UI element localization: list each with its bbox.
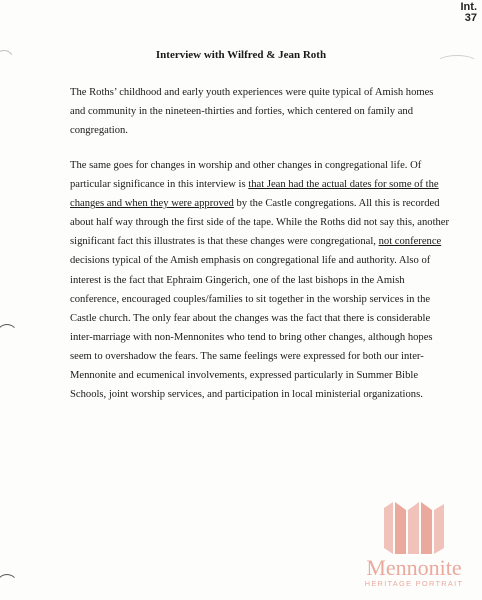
paragraph-1 [70,83,448,140]
binder-hole-mark [0,324,18,346]
document-title: Interview with Wilfred & Jean Roth [155,49,327,61]
watermark-word: Mennonite [366,555,462,580]
paragraph-line: conference, encouraged couples/families to sit together in the worship services in the [70,293,431,305]
underlined-emphasis: changes and when they were approved [70,198,234,210]
watermark-subtitle: HERITAGE PORTRAIT [364,579,464,588]
paragraph-line: and community in the nineteen-thirties and forties, which centered on family and [70,106,414,118]
interview-label-number: 37 [464,12,477,24]
paragraph-line: Schools, joint worship services, and participation in local ministerial organizations. [70,389,423,401]
underlined-emphasis: that Jean had the actual dates for some of the [248,179,439,191]
paragraph-line: The Roths’ childhood and early youth experiences were quite typical of Amish homes [70,87,434,98]
paragraph-line: Castle church. The only fear about the changes was the fact that there is considerable [70,312,431,324]
mennonite-heritage-watermark [352,500,476,592]
interview-number-label [461,2,478,24]
paragraph-line: inter-marriage with non-Mennonites who tend to bring other changes, although hopes [70,331,433,343]
paragraph-line: decisions typical of the Amish emphasis on congregational life and authority. Also of [70,255,431,267]
underlined-emphasis: not conference [378,236,442,248]
paragraph-2 [70,156,448,404]
paragraph-line [70,232,448,251]
paragraph-line: interest is the fact that Ephraim Gingerich, one of the last bishops in the Amish [70,274,405,286]
paragraph-line: congregation. [70,125,128,137]
watermark-emblem-icon [382,500,446,556]
paragraph-line: Mennonite and ecumenical involvements, expressed particularly in Summer Bible [70,370,419,382]
paragraph-text: significant fact this illustrates is that these changes were congregational, [70,236,379,248]
paragraph-line: The same goes for changes in worship and other changes in congregational life. Of [70,160,422,171]
paragraph-text: particular significance in this interview is [70,179,249,191]
paragraph-text: by the Castle congregations. All this is recorded [233,198,440,210]
binder-hole-mark [0,574,18,596]
paragraph-line: seem to overshadow the fears. The same feelings were expressed for both our inter- [70,350,424,362]
paragraph-line [70,194,448,213]
paragraph-line: about half way through the first side of the tape. While the Roths did not say this, another [70,217,450,229]
interview-label-prefix: Int. [460,1,477,13]
paragraph-line [70,175,448,194]
